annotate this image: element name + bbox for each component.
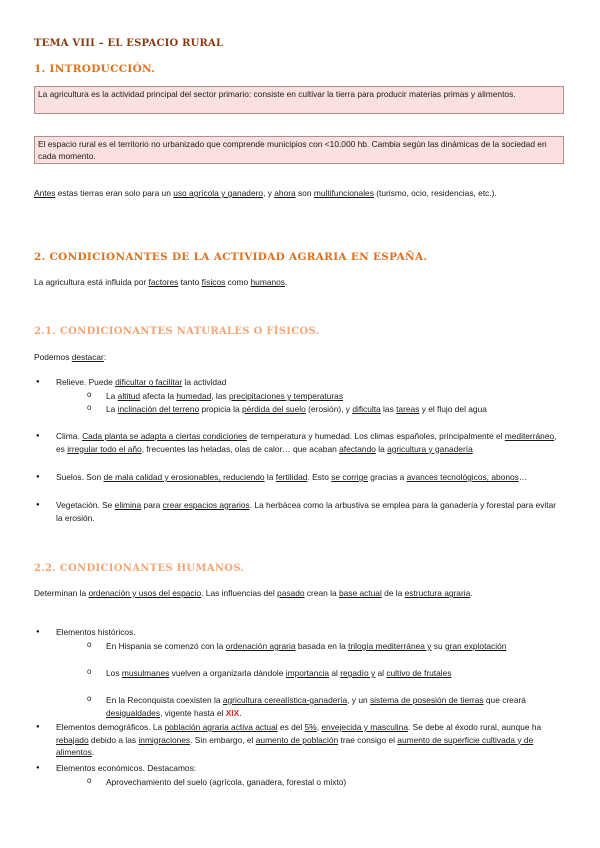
list-item-aprovechamiento: o Aprovechamiento del suelo (agrícola, ganadera, forestal o mixto): [106, 776, 564, 789]
heading-naturales: 2.1. CONDICIONANTES NATURALES O FÍSICOS.: [34, 326, 320, 337]
list-item-demograficos: ● Elementos demográficos. La población agraria activa actual es del 5%, envejecida y masculina. Se debe al éxodo rural, aunque ha rebajado debido a las inmigraciones. Sin embargo, el aumento de población trae consigo el aumento de superficie cultivada y de alimentos.: [56, 721, 564, 759]
list-item-inclinacion: o La inclinación del terreno propicia la pérdida del suelo (erosión), y dificulta las tareas y el flujo del agua: [106, 403, 564, 416]
list-item-clima: ● Clima. Cada planta se adapta a ciertas condiciones de temperatura y humedad. Los climas españoles, principalmente el mediterráneo, es irregular todo el año, frecuentes las heladas, olas de calor… que acaban afectando la agricultura y ganadería: [56, 430, 564, 455]
paragraph-determinan: Determinan la ordenación y usos del espacio. Las influencias del pasado crean la base actual de la estructura agraria.: [34, 588, 473, 598]
heading-introduccion: 1. INTRODUCCIÓN.: [34, 63, 156, 75]
list-item-hispania: o En Hispania se comenzó con la ordenación agraria basada en la trilogía mediterránea y su gran explotación: [106, 640, 564, 653]
heading-condicionantes: 2. CONDICIONANTES DE LA ACTIVIDAD AGRARIA EN ESPAÑA.: [34, 251, 428, 263]
heading-humanos: 2.2. CONDICIONANTES HUMANOS.: [34, 563, 245, 574]
list-item-historicos: ● Elementos históricos.: [56, 626, 564, 639]
list-item-altitud: o La altitud afecta la humedad, las precipitaciones y temperaturas: [106, 390, 564, 403]
paragraph-factores: La agricultura está influida por factores tanto físicos como humanos.: [34, 277, 288, 287]
definition-box-agricultura: La agricultura es la actividad principal del sector primario: consiste en cultivar la tierra para producir materias primas y alimentos.: [34, 86, 564, 114]
paragraph-antes-ahora: Antes estas tierras eran solo para un uso agrícola y ganadero, y ahora son multifuncionales (turismo, ocio, residencias, etc.).: [34, 188, 497, 198]
definition-box-espacio-rural: El espacio rural es el territorio no urbanizado que comprende municipios con <10.000 hb. Cambia según las dinámicas de la sociedad en cada momento.: [34, 136, 564, 164]
paragraph-destacar: Podemos destacar:: [34, 352, 107, 362]
list-item-suelos: ● Suelos. Son de mala calidad y erosionables, reduciendo la fertilidad. Esto se corrige gracias a avances tecnológicos, abonos…: [56, 471, 564, 484]
list-item-reconquista: o En la Reconquista coexisten la agricultura cerealística-ganadería, y un sistema de posesión de tierras que creará desigualdades, vigente hasta el XIX.: [106, 694, 564, 719]
list-item-economicos: ● Elementos económicos. Destacamos:: [56, 762, 564, 775]
list-item-musulmanes: o Los musulmanes vuelven a organizarla dándole importancia al regadío y al cultivo de frutales: [106, 667, 564, 680]
list-item-relieve: ● Relieve. Puede dificultar o facilitar la actividad: [56, 376, 564, 389]
document-title: TEMA VIII – EL ESPACIO RURAL: [34, 38, 224, 49]
list-item-vegetacion: ● Vegetación. Se elimina para crear espacios agrarios. La herbácea como la arbustiva se emplea para la ganadería y forestal para evitar la erosión.: [56, 499, 564, 524]
